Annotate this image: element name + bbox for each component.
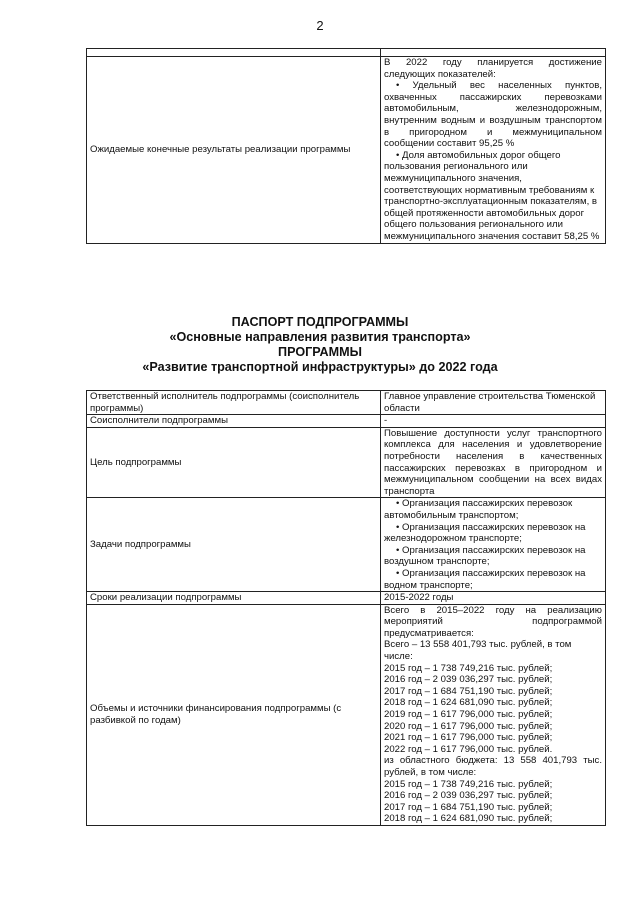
table-row-coexecutors [87, 415, 606, 428]
row-value [381, 498, 606, 592]
financing-regional-year: 2017 год – 1 684 751,190 тыс. рублей; [384, 801, 553, 813]
table-row-period [87, 592, 606, 605]
row-value [381, 427, 606, 498]
page-number: 2 [316, 18, 324, 33]
financing-regional: из областного бюджета: 13 558 401,793 тыс. рублей, в том числе: [384, 755, 602, 778]
task-item: • Организация пассажирских перевозок на водном транспорте; [384, 567, 586, 591]
expected-results-value [381, 57, 606, 244]
row-label: Задачи подпрограммы [87, 498, 381, 592]
heading-line: «Основные направления развития транспорта» [169, 330, 471, 344]
financing-intro: Всего в 2015–2022 году на реализацию мероприятий подпрограммой предусматривается: [384, 604, 602, 639]
financing-year: 2017 год – 1 684 751,190 тыс. рублей; [384, 685, 553, 697]
results-indicator: • Доля автомобильных дорог общего пользования регионального или межмуниципального значения, соответствующих нормативным требованиям к транспортно-эксплуатационным показателям, в общей протяженности автомобильных дорог общего пользования регионального или межмуниципального значения составит 58,25 % [384, 149, 600, 242]
table-row-responsible [87, 391, 606, 415]
empty-cell [87, 49, 381, 57]
program-results-table [86, 48, 606, 244]
heading-line: ПАСПОРТ ПОДПРОГРАММЫ [231, 315, 409, 329]
row-label: Ответственный исполнитель подпрограммы (соисполнитель программы) [87, 391, 381, 415]
financing-year: 2020 год – 1 617 796,000 тыс. рублей; [384, 720, 553, 732]
financing-regional-year: 2018 год – 1 624 681,090 тыс. рублей; [384, 813, 553, 825]
financing-year: 2022 год – 1 617 796,000 тыс. рублей. [384, 743, 553, 755]
goal-text: Повышение доступности услуг транспортного комплекса для населения и удовлетворение потребности населения в качественных пассажирских перевозках в пригородном и межмуниципальном сообщении на всех видах транспорта [384, 427, 602, 497]
row-label: Соисполнители подпрограммы [87, 415, 381, 428]
row-value: Главное управление строительства Тюменской области [381, 391, 606, 415]
financing-total: Всего – 13 558 401,793 тыс. рублей, в том числе: [384, 639, 572, 663]
task-item: • Организация пассажирских перевозок автомобильным транспортом; [384, 498, 573, 521]
financing-year: 2016 год – 2 039 036,297 тыс. рублей; [384, 674, 553, 686]
financing-year: 2015 год – 1 738 749,216 тыс. рублей; [384, 662, 553, 674]
row-label: Объемы и источники финансирования подпрограммы (с разбивкой по годам) [87, 604, 381, 825]
heading-line: ПРОГРАММЫ [278, 345, 362, 359]
table-row-tasks [87, 498, 606, 592]
table-row-expected-results [87, 57, 606, 244]
empty-cell [381, 49, 606, 57]
results-intro: В 2022 году планируется достижение следующих показателей: [384, 57, 602, 80]
table-row-empty [87, 49, 606, 57]
row-value: - [381, 415, 606, 428]
subprogram-passport-heading [0, 315, 640, 375]
task-item: • Организация пассажирских перевозок на воздушном транспорте; [384, 544, 586, 568]
subprogram-passport-table [86, 390, 606, 826]
row-value: 2015-2022 годы [381, 592, 606, 605]
row-value [381, 604, 606, 825]
table-row-goal [87, 427, 606, 498]
financing-regional-year: 2016 год – 2 039 036,297 тыс. рублей; [384, 790, 553, 802]
financing-regional-year: 2015 год – 1 738 749,216 тыс. рублей; [384, 778, 553, 790]
table-row-financing [87, 604, 606, 825]
expected-results-label: Ожидаемые конечные результаты реализации программы [87, 57, 381, 244]
row-label: Сроки реализации подпрограммы [87, 592, 381, 605]
task-item: • Организация пассажирских перевозок на железнодорожном транспорте; [384, 521, 586, 545]
heading-line: «Развитие транспортной инфраструктуры» до 2022 года [142, 360, 498, 374]
financing-year: 2021 год – 1 617 796,000 тыс. рублей; [384, 732, 553, 744]
row-label: Цель подпрограммы [87, 427, 381, 498]
financing-year: 2018 год – 1 624 681,090 тыс. рублей; [384, 697, 553, 709]
results-indicator: • Удельный вес населенных пунктов, охваченных пассажирских перевозками автомобильным, железнодорожным, внутренним водным и воздушным транспортом в пригородном и межмуниципальном сообщении составит 95,25 % [384, 80, 602, 150]
financing-year: 2019 год – 1 617 796,000 тыс. рублей; [384, 709, 553, 721]
